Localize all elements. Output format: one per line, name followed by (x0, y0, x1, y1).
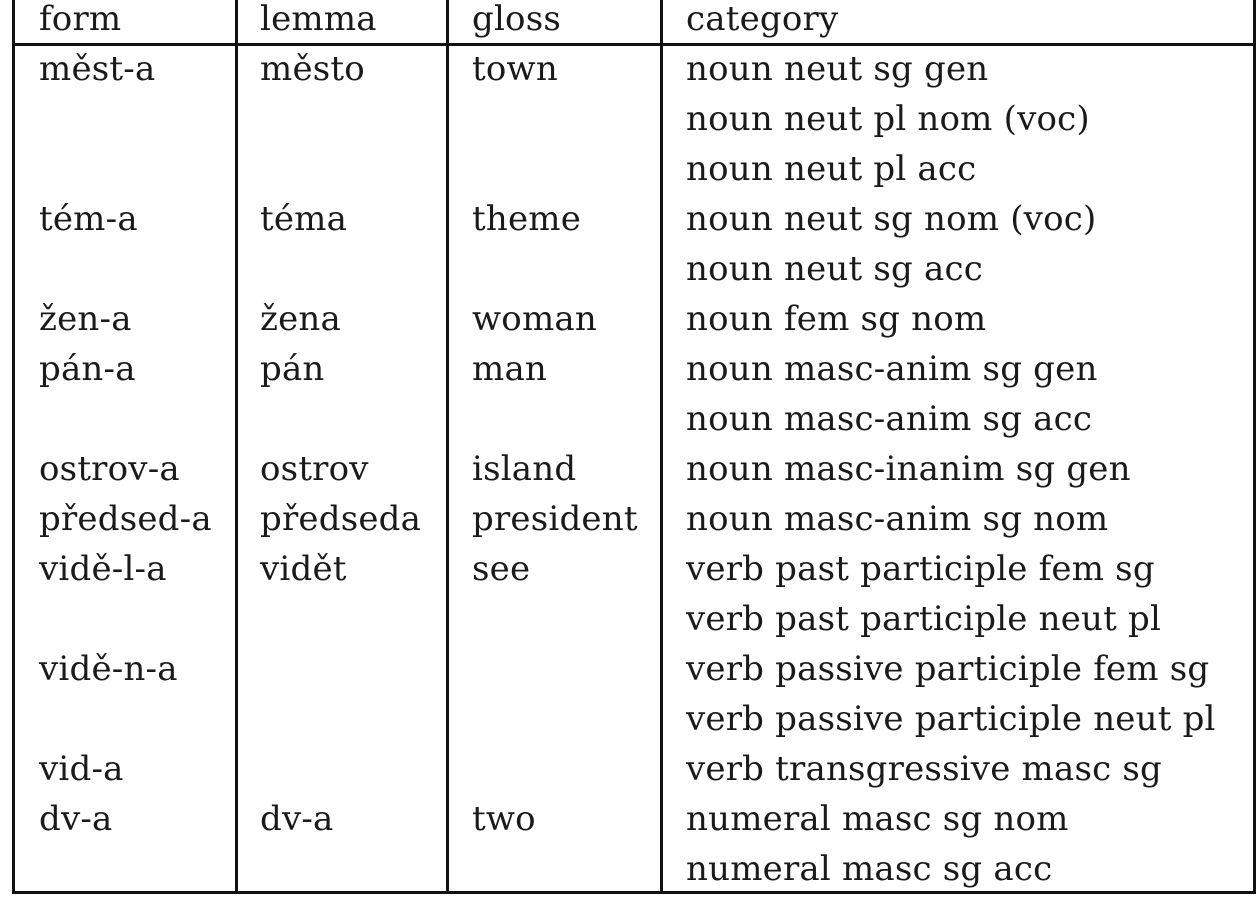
cell-category: noun neut pl nom (voc) (686, 99, 1090, 139)
cell-lemma: ostrov (260, 449, 369, 489)
header-lemma: lemma (260, 0, 377, 39)
cell-form: ostrov-a (39, 449, 180, 489)
cell-gloss: see (472, 549, 531, 589)
cell-category: noun neut sg acc (686, 249, 983, 289)
cell-category: verb transgressive masc sg (686, 749, 1162, 789)
cell-category: verb passive participle neut pl (686, 699, 1216, 739)
header-gloss: gloss (472, 0, 562, 39)
cell-category: numeral masc sg nom (686, 799, 1069, 839)
cell-category: noun masc-anim sg acc (686, 399, 1093, 439)
cell-category: noun fem sg nom (686, 299, 987, 339)
cell-lemma: předseda (260, 499, 422, 539)
cell-gloss: woman (472, 299, 597, 339)
cell-category: noun masc-anim sg nom (686, 499, 1109, 539)
cell-category: noun neut pl acc (686, 149, 977, 189)
cell-category: noun neut sg gen (686, 49, 989, 89)
header-category: category (686, 0, 839, 39)
cell-category: noun masc-inanim sg gen (686, 449, 1131, 489)
header-rule (15, 43, 1253, 46)
column-divider-lemma-gloss (446, 0, 449, 891)
cell-category: verb past participle fem sg (686, 549, 1155, 589)
cell-form: měst-a (39, 49, 156, 89)
cell-gloss: theme (472, 199, 582, 239)
cell-form: vidě-n-a (39, 649, 178, 689)
cell-form: pán-a (39, 349, 136, 389)
cell-category: verb passive participle fem sg (686, 649, 1210, 689)
cell-lemma: dv-a (260, 799, 334, 839)
cell-form: vid-a (39, 749, 124, 789)
cell-gloss: president (472, 499, 638, 539)
cell-lemma: město (260, 49, 365, 89)
cell-gloss: man (472, 349, 548, 389)
morphology-table (12, 0, 1256, 894)
cell-gloss: island (472, 449, 577, 489)
cell-gloss: two (472, 799, 536, 839)
cell-lemma: téma (260, 199, 348, 239)
column-divider-gloss-category (660, 0, 663, 891)
cell-category: noun neut sg nom (voc) (686, 199, 1097, 239)
cell-lemma: pán (260, 349, 325, 389)
column-divider-form-lemma (235, 0, 238, 891)
cell-gloss: town (472, 49, 558, 89)
cell-form: žen-a (39, 299, 132, 339)
cell-lemma: žena (260, 299, 342, 339)
cell-category: verb past participle neut pl (686, 599, 1162, 639)
cell-form: tém-a (39, 199, 138, 239)
cell-form: předsed-a (39, 499, 212, 539)
cell-lemma: vidět (260, 549, 347, 589)
cell-category: noun masc-anim sg gen (686, 349, 1098, 389)
header-form: form (39, 0, 122, 39)
cell-form: vidě-l-a (39, 549, 167, 589)
cell-category: numeral masc sg acc (686, 849, 1053, 889)
cell-form: dv-a (39, 799, 113, 839)
